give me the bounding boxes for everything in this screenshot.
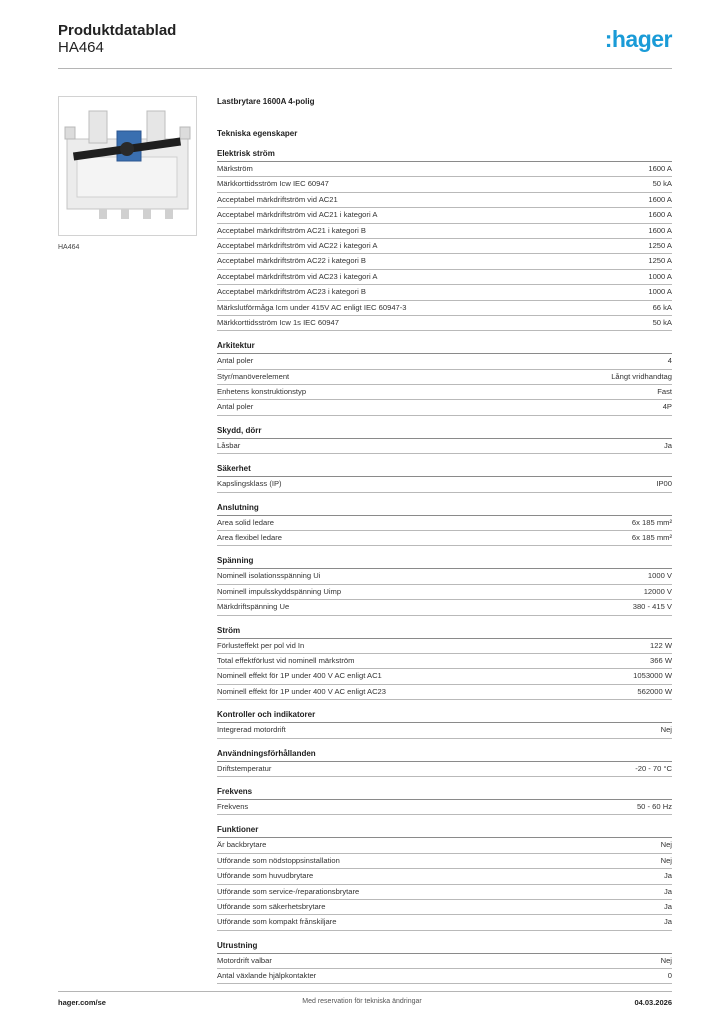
spec-label: Driftstemperatur xyxy=(217,763,272,773)
spec-row xyxy=(217,969,672,984)
product-code: HA464 xyxy=(58,39,104,56)
spec-label: Antal växlande hjälpkontakter xyxy=(217,971,317,981)
spec-label: Märkström xyxy=(217,164,253,173)
spec-value: Ja xyxy=(663,871,672,881)
spec-label: Utförande som kompakt frånskiljare xyxy=(217,917,337,927)
section-title: Arkitektur xyxy=(217,338,672,354)
spec-row xyxy=(217,685,672,700)
spec-row xyxy=(217,439,672,454)
footer-date: 04.03.2026 xyxy=(634,998,672,1007)
spec-label: Area flexibel ledare xyxy=(217,533,283,543)
spec-value: 66 kA xyxy=(652,302,672,312)
spec-section xyxy=(217,500,672,547)
spec-row xyxy=(217,224,672,239)
spec-label: Förlusteffekt per pol vid In xyxy=(217,640,305,650)
spec-value: IP00 xyxy=(656,479,672,489)
spec-value: 6x 185 mm² xyxy=(631,533,672,543)
spec-label: Nominell effekt för 1P under 400 V AC enligt AC23 xyxy=(217,686,386,696)
spec-sections xyxy=(217,146,672,984)
data-sheet-content xyxy=(217,96,672,991)
spec-label: Acceptabel märkdriftström vid AC23 i kategori A xyxy=(217,271,378,281)
spec-label: Enhetens konstruktionstyp xyxy=(217,387,307,397)
spec-row xyxy=(217,600,672,615)
spec-value: 1250 A xyxy=(648,256,672,266)
spec-row xyxy=(217,301,672,316)
spec-label: Antal poler xyxy=(217,402,254,412)
spec-row xyxy=(217,516,672,531)
spec-label: Märkkorttidsström Icw IEC 60947 xyxy=(217,179,329,189)
spec-row xyxy=(217,254,672,269)
spec-value: 1600 A xyxy=(648,225,672,235)
spec-row xyxy=(217,954,672,969)
spec-value: -20 - 70 °C xyxy=(635,763,672,773)
spec-section xyxy=(217,746,672,777)
spec-value: 0 xyxy=(667,971,672,981)
section-title: Funktioner xyxy=(217,822,672,838)
spec-label: Antal poler xyxy=(217,356,254,366)
spec-label: Total effektförlust vid nominell märkström xyxy=(217,655,355,665)
spec-row xyxy=(217,193,672,208)
spec-label: Acceptabel märkdriftström vid AC22 i kategori A xyxy=(217,240,378,250)
spec-section xyxy=(217,553,672,615)
spec-label: Acceptabel märkdriftström AC22 i kategori B xyxy=(217,256,366,266)
technical-properties-heading: Tekniska egenskaper xyxy=(217,129,298,138)
spec-row xyxy=(217,354,672,369)
spec-value: Ja xyxy=(663,901,672,911)
spec-row xyxy=(217,585,672,600)
spec-section xyxy=(217,623,672,701)
spec-row xyxy=(217,723,672,738)
section-title: Ström xyxy=(217,623,672,639)
spec-label: Låsbar xyxy=(217,440,241,450)
spec-row xyxy=(217,762,672,777)
product-name: Lastbrytare 1600A 4-polig xyxy=(217,97,315,106)
spec-section xyxy=(217,146,672,331)
spec-section xyxy=(217,938,672,985)
spec-value: 6x 185 mm² xyxy=(631,517,672,527)
spec-value: 50 kA xyxy=(652,317,672,327)
spec-value: Långt vridhandtag xyxy=(611,371,672,381)
spec-value: Ja xyxy=(663,440,672,450)
spec-label: Acceptabel märkdriftström AC21 i kategori B xyxy=(217,225,366,235)
spec-label: Utförande som säkerhetsbrytare xyxy=(217,901,326,911)
section-title: Utrustning xyxy=(217,938,672,954)
spec-section xyxy=(217,707,672,738)
spec-row xyxy=(217,208,672,223)
section-title: Spänning xyxy=(217,553,672,569)
spec-label: Acceptabel märkdriftström vid AC21 xyxy=(217,194,338,204)
spec-row xyxy=(217,854,672,869)
spec-row xyxy=(217,385,672,400)
spec-value: Nej xyxy=(660,855,672,865)
spec-value: 50 kA xyxy=(652,179,672,189)
spec-row xyxy=(217,569,672,584)
spec-row xyxy=(217,477,672,492)
spec-value: 1600 A xyxy=(648,210,672,220)
spec-value: 1000 A xyxy=(648,287,672,297)
section-title: Kontroller och indikatorer xyxy=(217,707,672,723)
spec-row xyxy=(217,915,672,930)
spec-value: 1000 V xyxy=(647,571,672,581)
spec-value: 4 xyxy=(667,356,672,366)
spec-label: Kapslingsklass (IP) xyxy=(217,479,282,489)
spec-label: Acceptabel märkdriftström vid AC21 i kategori A xyxy=(217,210,378,220)
spec-row xyxy=(217,400,672,415)
spec-row xyxy=(217,285,672,300)
spec-row xyxy=(217,270,672,285)
spec-value: 562000 W xyxy=(637,686,672,696)
spec-label: Acceptabel märkdriftström AC23 i kategori B xyxy=(217,287,366,297)
spec-value: 4P xyxy=(662,402,672,412)
section-title: Skydd, dörr xyxy=(217,423,672,439)
spec-row xyxy=(217,177,672,192)
spec-value: 12000 V xyxy=(643,586,672,596)
spec-row xyxy=(217,900,672,915)
section-title: Anslutning xyxy=(217,500,672,516)
spec-value: 122 W xyxy=(650,640,672,650)
spec-row xyxy=(217,639,672,654)
hager-logo: :hager xyxy=(604,26,672,52)
section-title: Användningsförhållanden xyxy=(217,746,672,762)
spec-value: 1250 A xyxy=(648,240,672,250)
spec-row xyxy=(217,316,672,331)
spec-value: Ja xyxy=(663,917,672,927)
header-divider xyxy=(58,68,672,69)
spec-row xyxy=(217,370,672,385)
spec-label: Styr/manöverelement xyxy=(217,371,290,381)
spec-label: Nominell impulsskyddspänning Uimp xyxy=(217,586,342,596)
spec-section xyxy=(217,784,672,815)
spec-value: 1053000 W xyxy=(633,671,672,681)
section-title: Säkerhet xyxy=(217,461,672,477)
spec-value: Fast xyxy=(657,387,672,397)
spec-value: 1600 A xyxy=(648,164,672,173)
spec-label: Integrerad motordrift xyxy=(217,725,286,735)
spec-section xyxy=(217,423,672,454)
spec-section xyxy=(217,338,672,416)
spec-label: Nominell isolationsspänning Ui xyxy=(217,571,321,581)
document-title: Produktdatablad xyxy=(58,22,177,39)
spec-value: Ja xyxy=(663,886,672,896)
spec-row xyxy=(217,531,672,546)
spec-row xyxy=(217,838,672,853)
spec-value: 366 W xyxy=(650,655,672,665)
spec-label: Är backbrytare xyxy=(217,840,267,850)
page-header xyxy=(58,20,672,70)
footer-divider xyxy=(58,991,672,992)
spec-value: Nej xyxy=(660,955,672,965)
spec-label: Märkkorttidsström Icw 1s IEC 60947 xyxy=(217,317,339,327)
spec-value: 50 - 60 Hz xyxy=(636,801,672,811)
spec-value: Nej xyxy=(660,725,672,735)
spec-row xyxy=(217,800,672,815)
spec-value: 1000 A xyxy=(648,271,672,281)
spec-value: 1600 A xyxy=(648,194,672,204)
product-image xyxy=(58,96,197,236)
image-caption: HA464 xyxy=(58,244,80,251)
spec-row xyxy=(217,669,672,684)
footer-disclaimer: Med reservation för tekniska ändringar xyxy=(302,998,422,1005)
section-title: Frekvens xyxy=(217,784,672,800)
spec-row xyxy=(217,869,672,884)
spec-label: Märkslutförmåga Icm under 415V AC enligt IEC 60947-3 xyxy=(217,302,407,312)
section-title: Elektrisk ström xyxy=(217,146,672,162)
spec-label: Utförande som huvudbrytare xyxy=(217,871,314,881)
spec-label: Utförande som nödstoppsinstallation xyxy=(217,855,340,865)
spec-label: Nominell effekt för 1P under 400 V AC enligt AC1 xyxy=(217,671,382,681)
spec-row xyxy=(217,885,672,900)
spec-row xyxy=(217,654,672,669)
spec-value: Nej xyxy=(660,840,672,850)
spec-label: Utförande som service-/reparationsbrytare xyxy=(217,886,360,896)
spec-row xyxy=(217,162,672,177)
spec-section xyxy=(217,461,672,492)
spec-label: Märkdriftspänning Ue xyxy=(217,602,290,612)
footer-website: hager.com/se xyxy=(58,998,106,1007)
spec-label: Motordrift valbar xyxy=(217,955,272,965)
spec-value: 380 - 415 V xyxy=(632,602,672,612)
spec-row xyxy=(217,239,672,254)
spec-section xyxy=(217,822,672,930)
spec-label: Area solid ledare xyxy=(217,517,274,527)
spec-label: Frekvens xyxy=(217,801,249,811)
